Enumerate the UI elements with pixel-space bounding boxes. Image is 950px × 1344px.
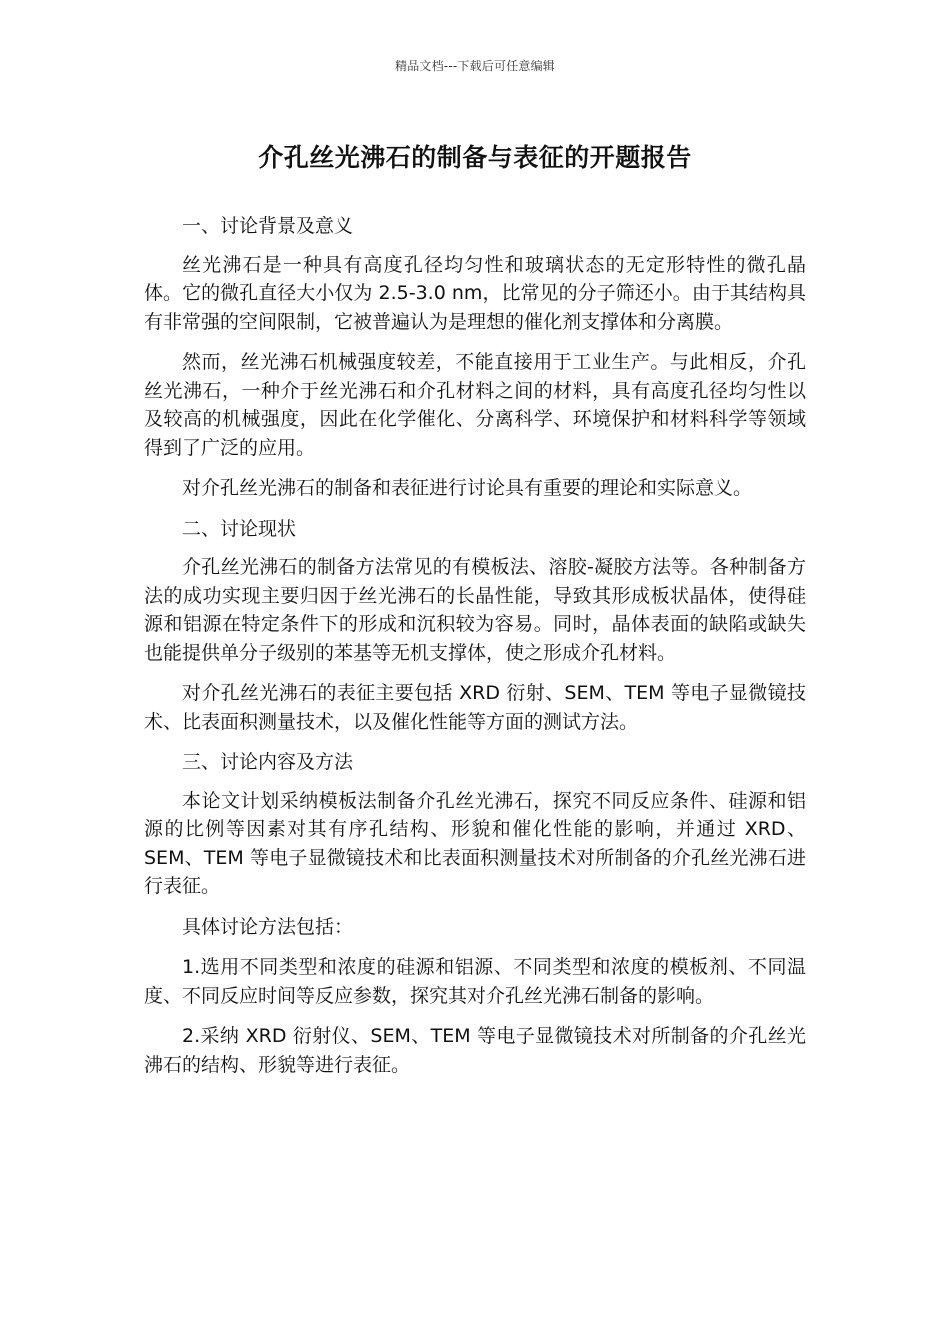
document-title: 介孔丝光沸石的制备与表征的开题报告	[258, 143, 692, 172]
paragraph: 本论文计划采纳模板法制备介孔丝光沸石，探究不同反应条件、硅源和铝源的比例等因素对其有序孔结构、形貌和催化性能的影响，并通过 XRD、SEM、TEM 等电子显微镜技术和比表面积测量技术对所制备的介孔丝光沸石进行表征。	[144, 789, 806, 897]
paragraph: 对介孔丝光沸石的制备和表征进行讨论具有重要的理论和实际意义。	[182, 477, 753, 499]
document-body	[144, 212, 806, 1091]
paragraph: 对介孔丝光沸石的表征主要包括 XRD 衍射、SEM、TEM 等电子显微镜技术、比表面积测量技术，以及催化性能等方面的测试方法。	[144, 682, 806, 733]
section-heading-status: 二、讨论现状	[182, 517, 297, 540]
page-header: 精品文档---下载后可任意编辑	[395, 59, 555, 73]
paragraph: 具体讨论方法包括：	[182, 915, 354, 938]
section-heading-background: 一、讨论背景及意义	[182, 215, 354, 237]
list-item: 1.选用不同类型和浓度的硅源和铝源、不同类型和浓度的模板剂、不同温度、不同反应时间等反应参数，探究其对介孔丝光沸石制备的影响。	[144, 956, 806, 1007]
list-item: 2.采纳 XRD 衍射仪、SEM、TEM 等电子显微镜技术对所制备的介孔丝光沸石的结构、形貌等进行表征。	[144, 1025, 806, 1076]
paragraph: 然而，丝光沸石机械强度较差，不能直接用于工业生产。与此相反，介孔丝光沸石，一种介于丝光沸石和介孔材料之间的材料，具有高度孔径均匀性以及较高的机械强度，因此在化学催化、分离科学、环境保护和材料科学等领域得到了广泛的应用。	[144, 351, 806, 459]
paragraph: 丝光沸石是一种具有高度孔径均匀性和玻璃状态的无定形特性的微孔晶体。它的微孔直径大小仅为 2.5-3.0 nm，比常见的分子筛还小。由于其结构具有非常强的空间限制，它被普遍认为是理想的催化剂支撑体和分离膜。	[144, 253, 806, 333]
section-heading-methods: 三、讨论内容及方法	[182, 751, 354, 773]
paragraph: 介孔丝光沸石的制备方法常见的有模板法、溶胶-凝胶方法等。各种制备方法的成功实现主要归因于丝光沸石的长晶性能，导致其形成板状晶体，使得硅源和铝源在特定条件下的形成和沉积较为容易。同时，晶体表面的缺陷或缺失也能提供单分子级别的苯基等无机支撑体，使之形成介孔材料。	[144, 556, 806, 664]
